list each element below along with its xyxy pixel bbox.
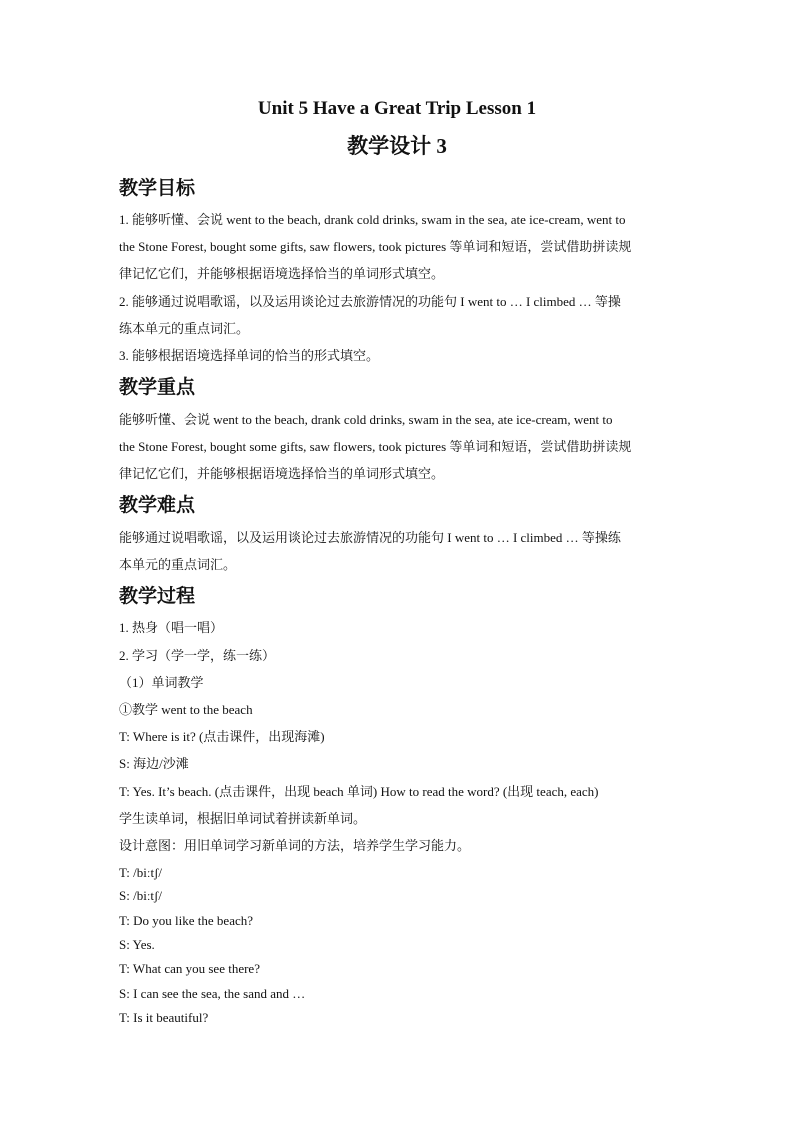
- process-line: （1）单词教学: [119, 675, 204, 690]
- process-line: T: Where is it? (点击课件，出现海滩): [119, 729, 325, 744]
- process-line: T: Do you like the beach?: [119, 913, 253, 928]
- process-line: S: /biːtʃ/: [119, 888, 162, 903]
- heading-difficulties: 教学难点: [119, 494, 196, 516]
- document-title: Unit 5 Have a Great Trip Lesson 1: [257, 98, 537, 119]
- process-line: T: /biːtʃ/: [119, 865, 163, 880]
- heading-objectives: 教学目标: [119, 177, 196, 199]
- process-line: 2. 学习（学一学，练一练）: [119, 648, 276, 663]
- objectives-line: 3. 能够根据语境选择单词的恰当的形式填空。: [119, 348, 380, 363]
- heading-key-points: 教学重点: [119, 376, 196, 398]
- objectives-line: 2. 能够通过说唱歌谣，以及运用谈论过去旅游情况的功能句 I went to … I climbed … 等操: [119, 294, 621, 309]
- key-points-line: the Stone Forest, bought some gifts, saw flowers, took pictures 等单词和短语，尝试借助拼读规: [119, 439, 632, 454]
- process-line: ①教学 went to the beach: [119, 702, 253, 717]
- process-line: T: What can you see there?: [119, 961, 260, 976]
- process-line: T: Yes. It’s beach. (点击课件，出现 beach 单词) How to read the word? (出现 teach, each): [119, 784, 599, 799]
- process-line: 学生读单词，根据旧单词试着拼读新单词。: [119, 811, 367, 826]
- key-points-line: 律记忆它们，并能够根据语境选择恰当的单词形式填空。: [119, 466, 445, 481]
- objectives-line: 练本单元的重点词汇。: [119, 321, 250, 336]
- difficulties-line: 能够通过说唱歌谣，以及运用谈论过去旅游情况的功能句 I went to … I climbed … 等操练: [119, 530, 621, 545]
- objectives-line: 律记忆它们，并能够根据语境选择恰当的单词形式填空。: [119, 266, 445, 281]
- difficulties-line: 本单元的重点词汇。: [119, 557, 237, 572]
- process-line: 设计意图：用旧单词学习新单词的方法，培养学生学习能力。: [119, 838, 471, 853]
- heading-process: 教学过程: [119, 585, 196, 607]
- process-line: 1. 热身（唱一唱）: [119, 620, 224, 635]
- key-points-line: 能够听懂、会说 went to the beach, drank cold drinks, swam in the sea, ate ice-cream, went to: [119, 412, 613, 427]
- objectives-line: the Stone Forest, bought some gifts, saw flowers, took pictures 等单词和短语，尝试借助拼读规: [119, 239, 632, 254]
- process-line: T: Is it beautiful?: [119, 1010, 209, 1025]
- objectives-line: 1. 能够听懂、会说 went to the beach, drank cold drinks, swam in the sea, ate ice-cream, went to: [119, 212, 626, 227]
- document-subtitle: 教学设计 3: [347, 134, 447, 158]
- process-line: S: 海边/沙滩: [119, 756, 189, 771]
- process-line: S: Yes.: [119, 937, 155, 952]
- process-line: S: I can see the sea, the sand and …: [119, 986, 306, 1001]
